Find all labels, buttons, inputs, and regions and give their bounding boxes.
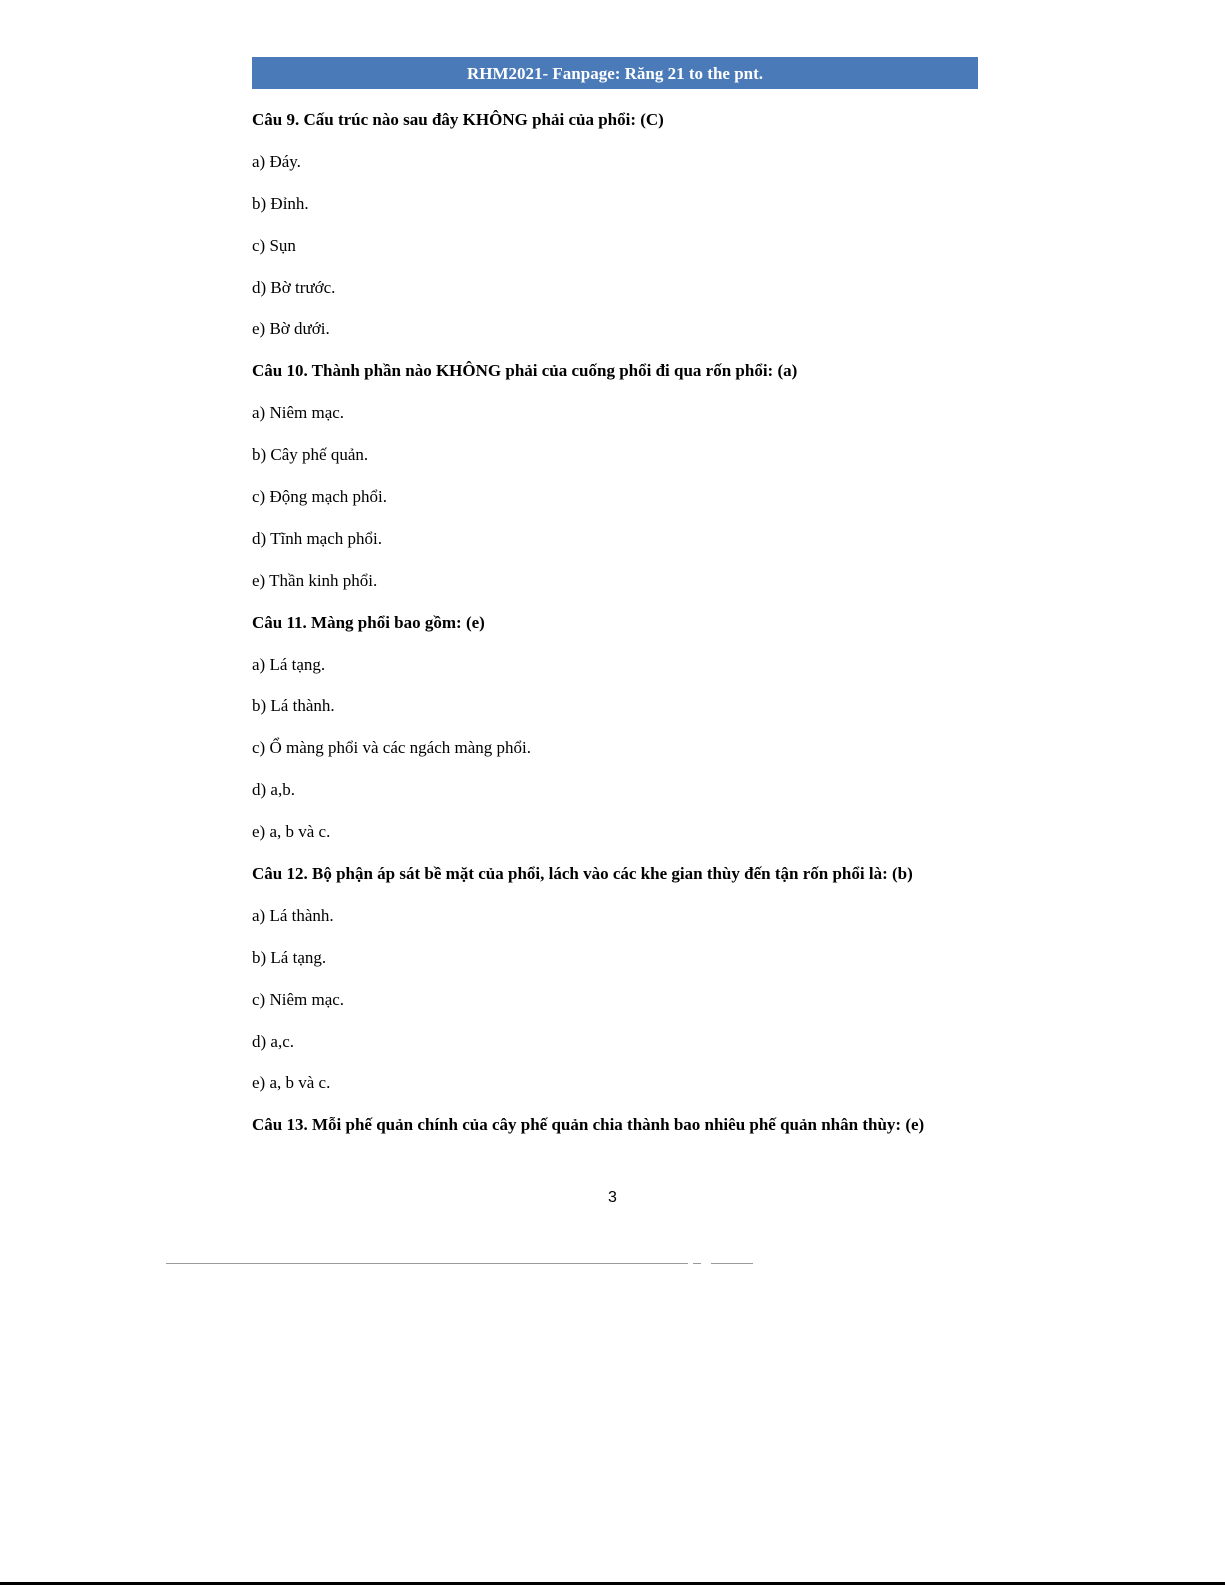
question-11-option-a: a) Lá tạng.: [252, 654, 326, 674]
page-header-banner: RHM2021- Fanpage: Răng 21 to the pnt.: [252, 57, 978, 89]
footer-divider-segment: [711, 1263, 753, 1264]
question-10-prompt: Câu 10. Thành phần nào KHÔNG phải của cuống phổi đi qua rốn phổi: (a): [252, 361, 798, 381]
question-list: [252, 106, 992, 1153]
question-11-prompt: Câu 11. Màng phổi bao gồm: (e): [252, 612, 485, 632]
question-12-option-d: d) a,c.: [252, 1031, 295, 1051]
question-9-option-c: c) Sụn: [252, 235, 296, 255]
question-10-option-c: c) Động mạch phổi.: [252, 487, 388, 507]
question-9-prompt: Câu 9. Cấu trúc nào sau đây KHÔNG phải của phổi: (C): [252, 110, 664, 129]
question-12-option-a: a) Lá thành.: [252, 905, 334, 925]
question-12-option-e: e) a, b và c.: [252, 1073, 331, 1093]
question-11-option-b: b) Lá thành.: [252, 696, 335, 716]
question-13-prompt: Câu 13. Mỗi phế quản chính của cây phế quản chia thành bao nhiêu phế quản nhân thùy: (e): [252, 1115, 925, 1135]
question-11-option-e: e) a, b và c.: [252, 822, 331, 842]
question-9-option-a: a) Đáy.: [252, 151, 301, 171]
question-10-option-e: e) Thần kinh phổi.: [252, 570, 378, 590]
question-9-option-e: e) Bờ dưới.: [252, 319, 330, 339]
question-12-option-b: b) Lá tạng.: [252, 947, 327, 967]
question-10-option-d: d) Tĩnh mạch phổi.: [252, 528, 382, 548]
question-9-option-d: d) Bờ trước.: [252, 277, 336, 297]
question-10-option-a: a) Niêm mạc.: [252, 403, 345, 423]
question-9-option-b: b) Đỉnh.: [252, 193, 309, 213]
footer-divider-segment: [610, 1263, 688, 1264]
question-12-option-c: c) Niêm mạc.: [252, 989, 345, 1009]
footer-divider-segment: [693, 1263, 701, 1264]
question-10-option-b: b) Cây phế quản.: [252, 445, 369, 465]
question-11-option-d: d) a,b.: [252, 780, 295, 800]
footer-divider: [166, 1263, 610, 1264]
page-number: 3: [608, 1189, 617, 1206]
question-11-option-c: c) Ổ màng phổi và các ngách màng phổi.: [252, 738, 531, 758]
question-12-prompt: Câu 12. Bộ phận áp sát bề mặt của phổi, lách vào các khe gian thùy đến tận rốn phổi là: (b): [252, 864, 913, 884]
